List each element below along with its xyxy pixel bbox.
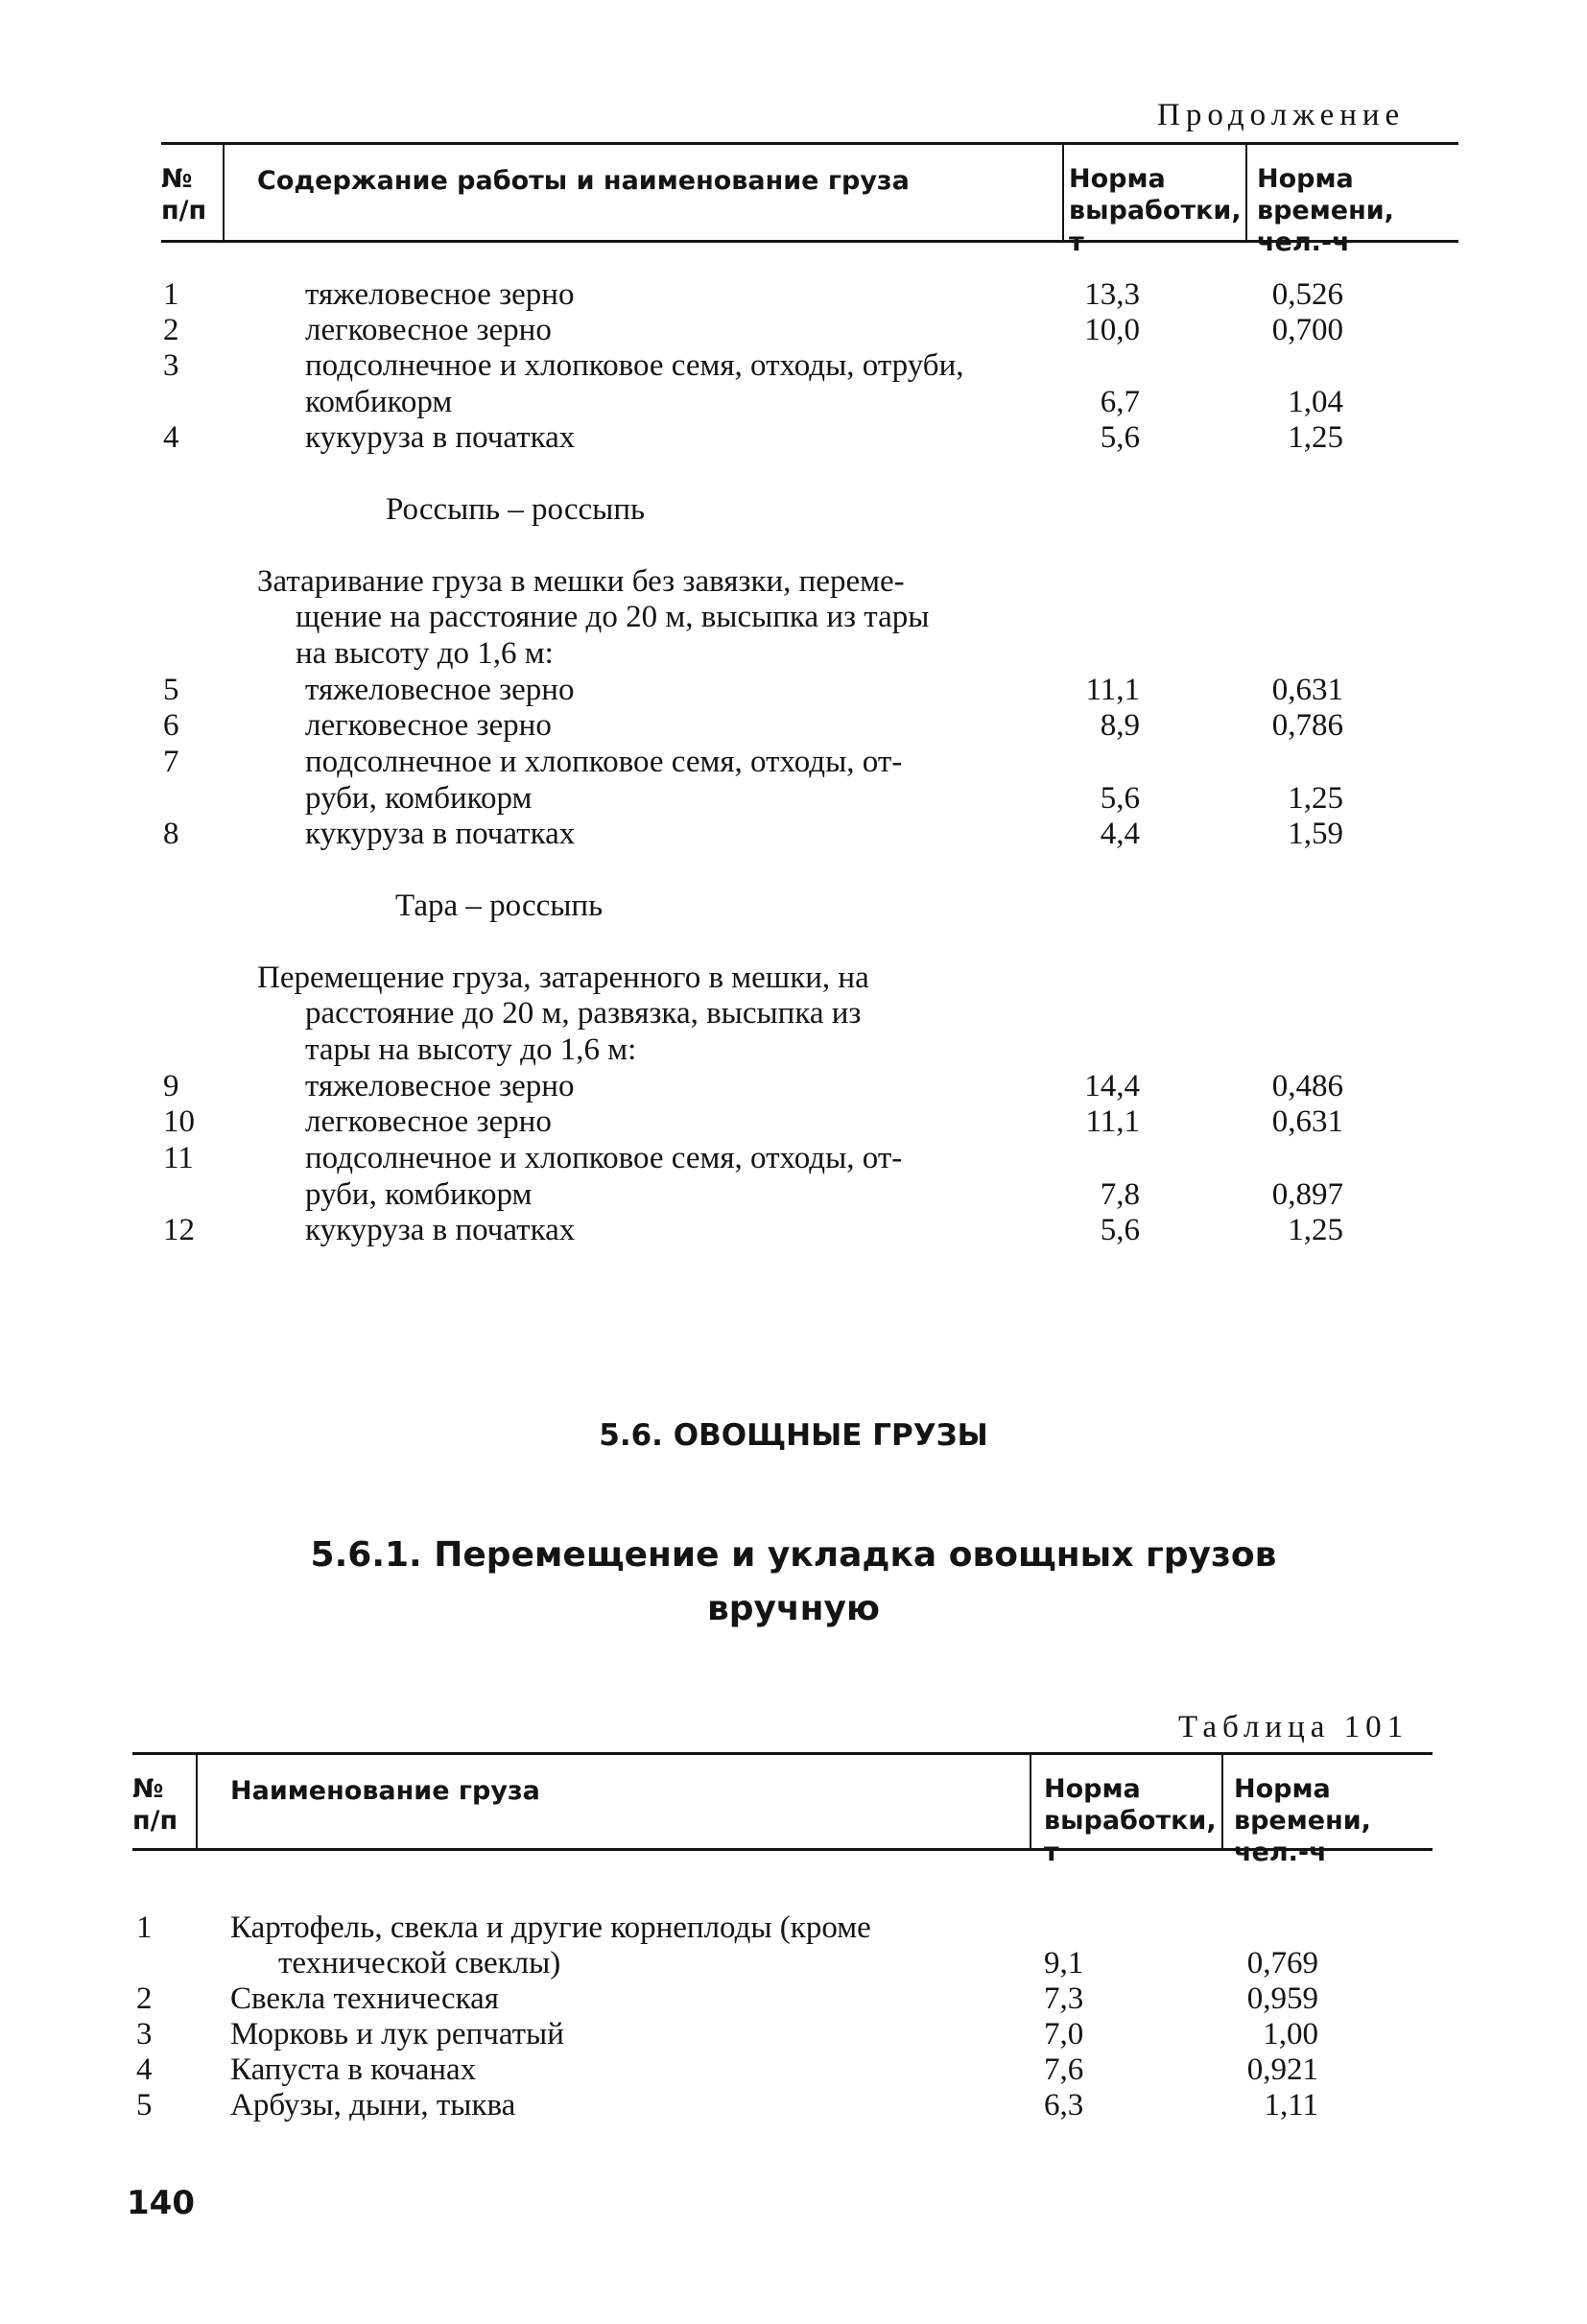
row-text: подсолнечное и хлопковое семя, отходы, от- xyxy=(305,745,903,779)
row-number: 5 xyxy=(136,2088,153,2122)
table1-top-rule xyxy=(161,142,1458,145)
row-output: 5,6 xyxy=(1100,781,1140,816)
table2-header-norm-time: Норма времени, чел.-ч xyxy=(1234,1774,1371,1867)
row-time: 0,959 xyxy=(1246,1981,1318,2016)
table2-top-rule xyxy=(132,1752,1433,1755)
subsection-title-line2: вручную xyxy=(706,1589,881,1628)
row-time: 0,786 xyxy=(1271,708,1343,743)
table1-header-content: Содержание работы и наименование груза xyxy=(257,166,910,196)
row-output: 10,0 xyxy=(1084,313,1140,347)
table1-header-norm-time: Норма времени, чел.-ч xyxy=(1257,164,1394,257)
intro-line: Затаривание груза в мешки без завязки, переме- xyxy=(257,564,905,599)
row-time: 0,700 xyxy=(1271,313,1343,347)
row-output: 7,6 xyxy=(1044,2052,1084,2087)
subhead-bulk-bulk: Россыпь – россыпь xyxy=(386,492,646,527)
table1-col-divider-2 xyxy=(1062,144,1064,242)
row-text: кукуруза в початках xyxy=(305,817,576,851)
row-time: 1,04 xyxy=(1288,385,1343,419)
intro-line: Перемещение груза, затаренного в мешки, на xyxy=(257,960,869,995)
row-output: 11,1 xyxy=(1085,1104,1140,1139)
row-number: 11 xyxy=(163,1141,194,1175)
row-number: 4 xyxy=(163,420,179,455)
row-time: 0,921 xyxy=(1246,2052,1318,2087)
row-text: легковесное зерно xyxy=(305,708,552,743)
table2-col-divider-3 xyxy=(1221,1754,1223,1850)
row-number: 8 xyxy=(163,817,179,851)
row-time: 1,11 xyxy=(1264,2088,1318,2122)
row-time: 1,59 xyxy=(1288,817,1343,851)
row-output: 13,3 xyxy=(1084,277,1140,312)
table2-header-name: Наименование груза xyxy=(230,1776,540,1806)
row-output: 8,9 xyxy=(1100,708,1140,743)
intro-line: на высоту до 1,6 м: xyxy=(296,636,554,671)
row-number: 3 xyxy=(136,2017,153,2051)
row-time: 0,769 xyxy=(1246,1946,1318,1980)
table-label: Таблица 101 xyxy=(1178,1710,1409,1744)
row-time: 0,486 xyxy=(1271,1069,1343,1103)
row-number: 12 xyxy=(163,1213,195,1247)
row-text-cont: технической свеклы) xyxy=(278,1946,561,1980)
row-output: 7,0 xyxy=(1044,2017,1084,2051)
table2-col-divider-2 xyxy=(1030,1754,1031,1850)
continuation-label: Продолжение xyxy=(1157,98,1406,132)
intro-line: тары на высоту до 1,6 м: xyxy=(305,1032,637,1067)
row-number: 5 xyxy=(163,673,179,707)
row-time: 1,25 xyxy=(1288,1213,1343,1247)
subsection-title-line1: 5.6.1. Перемещение и укладка овощных грузов xyxy=(310,1535,1277,1575)
row-number: 10 xyxy=(163,1104,195,1139)
row-output: 6,7 xyxy=(1100,385,1140,419)
table1-header-no: № п/п xyxy=(161,164,207,225)
table1-col-divider-3 xyxy=(1245,144,1247,242)
row-output: 9,1 xyxy=(1044,1946,1084,1980)
row-text: подсолнечное и хлопковое семя, отходы, от- xyxy=(305,1141,903,1175)
row-number: 9 xyxy=(163,1069,179,1103)
row-time: 1,25 xyxy=(1288,420,1343,455)
row-text-cont: руби, комбикорм xyxy=(305,781,533,816)
row-output: 4,4 xyxy=(1100,817,1140,851)
row-text: кукуруза в початках xyxy=(305,1213,576,1247)
row-output: 7,8 xyxy=(1100,1177,1140,1212)
row-text: Капуста в кочанах xyxy=(230,2052,477,2087)
table1-col-divider-1 xyxy=(223,144,225,242)
row-text: Свекла техническая xyxy=(230,1981,499,2016)
row-number: 6 xyxy=(163,708,179,743)
row-number: 3 xyxy=(163,348,179,383)
intro-line: расстояние до 20 м, развязка, высыпка из xyxy=(305,996,862,1031)
row-output: 5,6 xyxy=(1100,1213,1140,1247)
row-time: 1,25 xyxy=(1288,781,1343,816)
row-text-cont: комбикорм xyxy=(305,385,453,419)
subhead-container-bulk: Тара – россыпь xyxy=(395,889,604,923)
table2-header-norm-output: Норма выработки, т xyxy=(1044,1774,1217,1867)
row-text: кукуруза в початках xyxy=(305,420,576,455)
row-number: 4 xyxy=(136,2052,153,2087)
page-number: 140 xyxy=(127,2184,195,2222)
row-output: 7,3 xyxy=(1044,1981,1084,2016)
row-text: легковесное зерно xyxy=(305,313,552,347)
row-text: тяжеловесное зерно xyxy=(305,1069,575,1103)
row-text-cont: руби, комбикорм xyxy=(305,1177,533,1212)
row-text: Картофель, свекла и другие корнеплоды (кроме xyxy=(230,1910,871,1945)
table2-header-no: № п/п xyxy=(132,1774,178,1836)
row-time: 0,526 xyxy=(1271,277,1343,312)
row-number: 7 xyxy=(163,745,179,779)
row-text: легковесное зерно xyxy=(305,1104,552,1139)
table2-col-divider-1 xyxy=(196,1754,198,1850)
row-text: тяжеловесное зерно xyxy=(305,277,575,312)
row-output: 6,3 xyxy=(1044,2088,1084,2122)
row-number: 1 xyxy=(136,1910,153,1945)
row-time: 0,897 xyxy=(1271,1177,1343,1212)
table1-header-norm-output: Норма выработки, т xyxy=(1069,164,1242,257)
row-number: 2 xyxy=(136,1981,153,2016)
row-text: Арбузы, дыни, тыква xyxy=(230,2088,516,2122)
row-time: 0,631 xyxy=(1271,673,1343,707)
row-time: 0,631 xyxy=(1271,1104,1343,1139)
row-time: 1,00 xyxy=(1263,2017,1318,2051)
section-title: 5.6. ОВОЩНЫЕ ГРУЗЫ xyxy=(599,1418,988,1453)
row-output: 5,6 xyxy=(1100,420,1140,455)
row-text: тяжеловесное зерно xyxy=(305,673,575,707)
row-number: 1 xyxy=(163,277,179,312)
row-text: подсолнечное и хлопковое семя, отходы, отруби, xyxy=(305,348,964,383)
row-number: 2 xyxy=(163,313,179,347)
row-output: 14,4 xyxy=(1084,1069,1140,1103)
intro-line: щение на расстояние до 20 м, высыпка из тары xyxy=(296,600,930,634)
row-output: 11,1 xyxy=(1085,673,1140,707)
row-text: Морковь и лук репчатый xyxy=(230,2017,564,2051)
